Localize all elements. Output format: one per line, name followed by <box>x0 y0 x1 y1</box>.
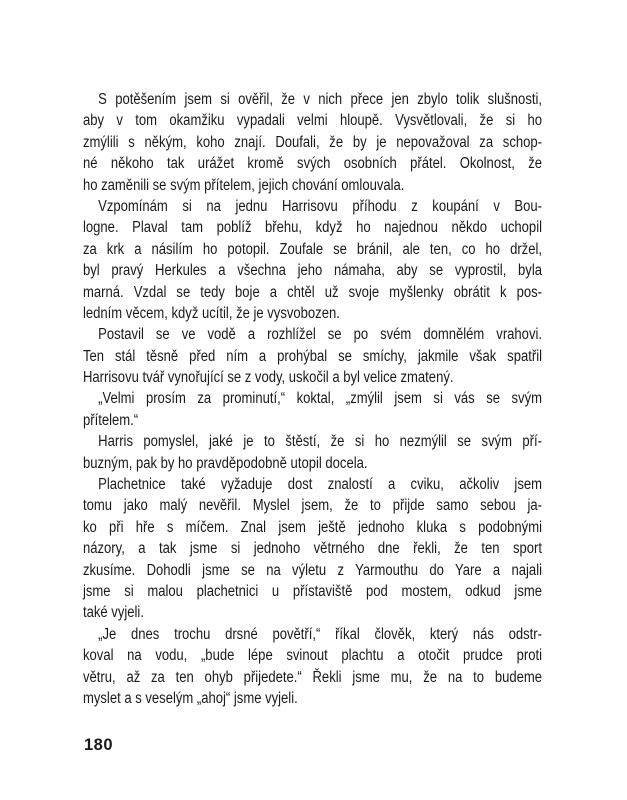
text-line: aby v tom okamžiku vypadali velmi hloupě. Vysvětlovali, že si ho <box>83 112 542 130</box>
text-line: tomu jako malý nevěřil. Myslel jsem, že to přijde samo sebou ja- <box>83 497 542 515</box>
text-line: přítelem.“ <box>83 411 139 429</box>
paragraph <box>83 388 542 431</box>
text-line: Harris pomyslel, jaké je to štěstí, že si ho nezmýlil se svým pří- <box>98 433 542 451</box>
text-line: za krk a násilím ho potopil. Zoufale se bránil, ale ten, co ho držel, <box>83 240 542 258</box>
paragraph <box>83 89 542 196</box>
paragraph <box>83 431 542 474</box>
text-line: marná. Vzdal se tedy boje a chtěl už svoje myšlenky obrátit k pos- <box>83 283 542 301</box>
text-line: ho zaměnili se svým přítelem, jejich chování omlouvala. <box>83 176 405 194</box>
text-line: logne. Plaval tam poblíž břehu, když ho najednou někdo uchopil <box>83 219 542 237</box>
text-line: jsme si malou plachetnici u přístaviště pod mostem, odkud jsme <box>83 582 542 600</box>
text-line: Vzpomínám si na jednu Harrisovu příhodu z koupání v Bou- <box>98 197 542 215</box>
text-line: „Je dnes trochu drsné povětří,“ říkal člověk, který nás odstr- <box>98 625 542 643</box>
page-number: 180 <box>84 736 114 754</box>
text-line: Plachetnice také vyžaduje dost znalostí a cviku, ačkoliv jsem <box>98 476 542 494</box>
text-line: zkusíme. Dohodli jsme se na výletu z Yarmouthu do Yare a najali <box>83 561 542 579</box>
text-line: také vyjeli. <box>83 604 144 622</box>
paragraph <box>83 474 542 624</box>
paragraph <box>83 324 542 388</box>
body-text <box>83 89 542 709</box>
text-line: S potěšením jsem si ověřil, že v nich přece jen zbylo tolik slušnosti, <box>98 91 542 108</box>
text-line: ledním věcem, když ucítil, že je vysvobozen. <box>83 304 340 322</box>
text-line: ko při hře s míčem. Znal jsem ještě jednoho kluka s podobnými <box>83 518 542 536</box>
text-line: buzným, pak by ho pravděpodobně utopil docela. <box>83 454 368 472</box>
text-line: né někoho tak urážet kromě svých osobních přátel. Okolnost, že <box>83 155 542 173</box>
text-line: myslet a s veselým „ahoj“ jsme vyjeli. <box>83 689 298 707</box>
text-line: koval na vodu, „bude lépe svinout plachtu a otočit prudce proti <box>83 647 542 665</box>
text-line: „Velmi prosím za prominutí,“ koktal, „zmýlil jsem si vás se svým <box>98 390 542 408</box>
text-line: Ten stál těsně před ním a prohýbal se smíchy, jakmile však spatřil <box>83 347 542 365</box>
text-line: větru, až za ten ohyb přijedete.“ Řekli jsme mu, že na to budeme <box>83 668 542 686</box>
paragraph <box>83 196 542 324</box>
text-line: Harrisovu tvář vynořující se z vody, uskočil a byl velice zmatený. <box>83 369 454 387</box>
text-line: zmýlili s někým, koho znají. Doufali, že by je nepovažoval za schop- <box>83 133 542 151</box>
text-line: Postavil se ve vodě a rozhlížel se po svém domnělém vrahovi. <box>98 326 542 344</box>
text-line: byl pravý Herkules a všechna jeho námaha, aby se vyprostil, byla <box>83 262 542 280</box>
text-line: názory, a tak jsme si jednoho větrného dne řekli, že ten sport <box>83 540 542 558</box>
paragraph <box>83 624 542 710</box>
